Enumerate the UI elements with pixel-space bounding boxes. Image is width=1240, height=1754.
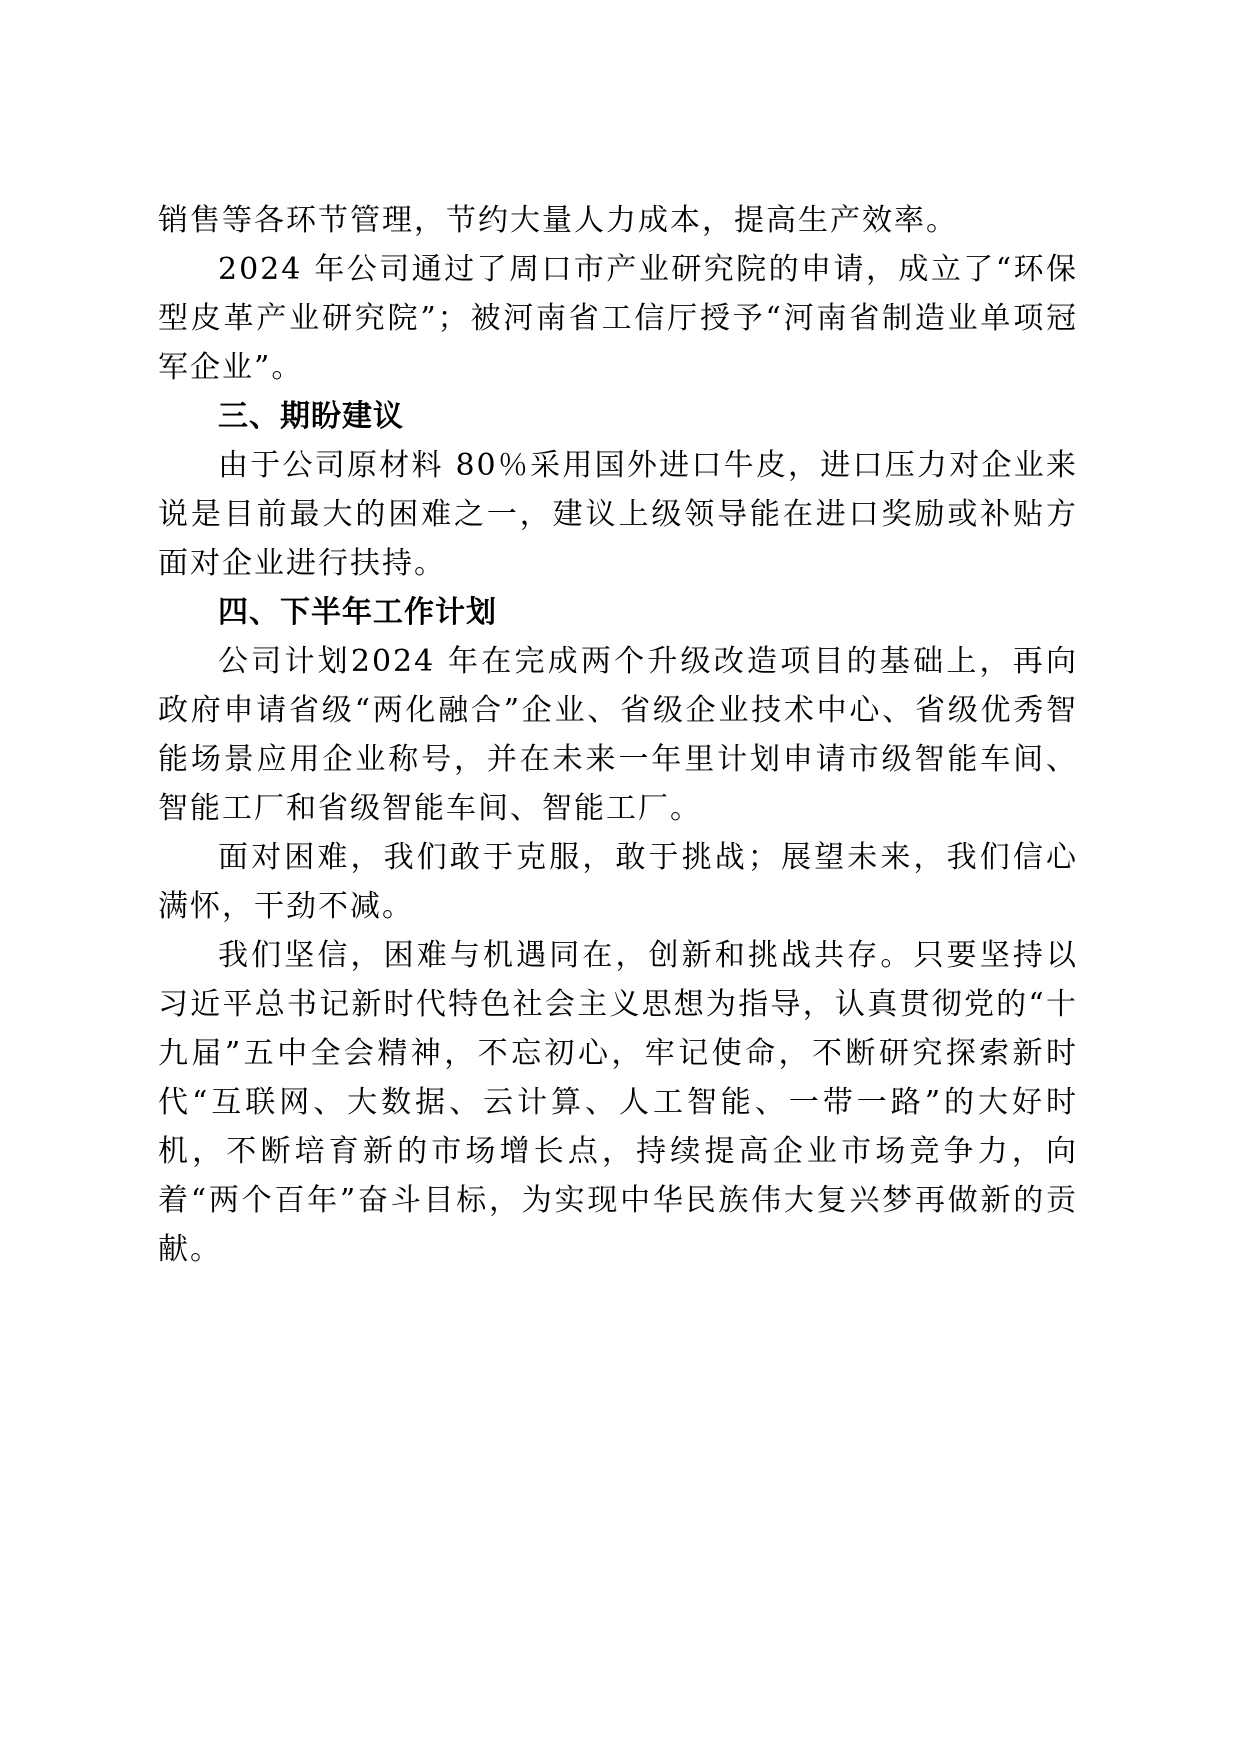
- document-body: [158, 196, 1078, 1274]
- section-heading-work-plan: 四、下半年工作计划: [218, 595, 497, 630]
- paragraph-work-plan: 公司计划2024 年在完成两个升级改造项目的基础上，再向政府申请省级“两化融合”企业、省级企业技术中心、省级优秀智能场景应用企业称号，并在未来一年里计划申请市级智能车间、智能工厂和省级智能车间、智能工厂。: [158, 644, 1078, 826]
- paragraph-continuation: 销售等各环节管理，节约大量人力成本，提高生产效率。: [158, 203, 958, 238]
- paragraph-conclusion: 我们坚信，困难与机遇同在，创新和挑战共存。只要坚持以习近平总书记新时代特色社会主义思想为指导，认真贯彻党的“十九届”五中全会精神，不忘初心，牢记使命，不断研究探索新时代“互联网、大数据、云计算、人工智能、一带一路”的大好时机，不断培育新的市场增长点，持续提高企业市场竞争力，向着“两个百年”奋斗目标，为实现中华民族伟大复兴梦再做新的贡献。: [158, 938, 1078, 1267]
- paragraph-suggestions: 由于公司原材料 80％采用国外进口牛皮，进口压力对企业来说是目前最大的困难之一，建议上级领导能在进口奖励或补贴方面对企业进行扶持。: [158, 448, 1078, 581]
- paragraph-research-institute: 2024 年公司通过了周口市产业研究院的申请，成立了“环保型皮革产业研究院”；被河南省工信厅授予“河南省制造业单项冠军企业”。: [158, 252, 1078, 385]
- paragraph-outlook: 面对困难，我们敢于克服，敢于挑战；展望未来，我们信心满怀，干劲不减。: [158, 840, 1078, 924]
- section-heading-suggestions: 三、期盼建议: [218, 399, 404, 434]
